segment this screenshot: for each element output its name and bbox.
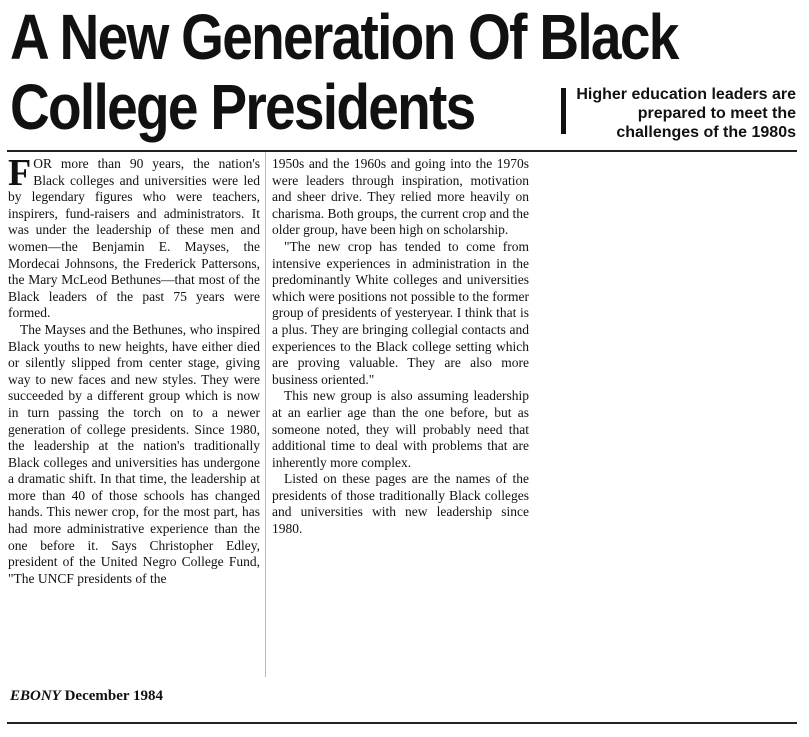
deck-subheading: Higher education leaders are prepared to meet the challenges of the 1980s <box>576 86 796 141</box>
headline-divider-bar <box>561 88 566 134</box>
column-divider <box>265 152 266 677</box>
article-paragraph: This new group is also assuming leadership at an earlier age than the one before, but as someone noted, they will probably need that additional time to deal with problems that are inherently more complex. <box>272 388 529 470</box>
drop-cap: F <box>8 152 32 194</box>
bottom-rule <box>7 722 797 724</box>
headline-line-1: A New Generation Of Black <box>10 1 678 73</box>
issue-date: December 1984 <box>64 688 164 704</box>
article-paragraph: The Mayses and the Bethunes, who inspired Black youths to new heights, have either died or silently slipped from center stage, giving way to new faces and new styles. They were succeeded by a different group which is now in turn passing the torch on to a newer generation of college presidents. Since 1980, the leadership at the nation's traditionally Black colleges and universities has undergone a dramatic shift. In that time, the leadership at more than 40 of those schools has changed hands. This newer crop, for the most part, has had more administrative experience than the one before it. Says Christopher Edley, president of the United Negro College Fund, "The UNCF presidents of the <box>8 321 260 586</box>
paragraph-text: OR more than 90 years, the nation's Black colleges and universities were led by legendary figures who were teachers, inspirers, fund-raisers and administrators. It was under the leadership of these men and women—the Benjamin E. Mayses, the Mordecai Johnsons, the Frederick Pattersons, the Mary McLeod Bethunes—that most of the Black leaders of the past 75 years were formed. <box>8 156 260 321</box>
article-paragraph: 1950s and the 1960s and going into the 1970s were leaders through inspiration, motivation and sheer drive. They relied more heavily on charisma. Both groups, the current crop and the older group, have been high on scholarship. <box>272 156 529 238</box>
article-paragraph <box>8 152 260 322</box>
article-paragraph: Listed on these pages are the names of the presidents of those traditionally Black colleges and universities with new leadership since 1980. <box>272 471 529 537</box>
headline-line-2: College Presidents <box>10 71 475 143</box>
article-column-1 <box>8 152 260 587</box>
magazine-name: EBONY <box>10 688 61 704</box>
top-rule <box>7 150 797 152</box>
source-citation <box>10 688 163 705</box>
article-paragraph: "The new crop has tended to come from intensive experiences in administration in the predominantly White colleges and universities which were positions not possible to the former group of presidents of yesteryear. I think that is a plus. They are bringing collegial contacts and experiences to the Black college setting which are proving valuable. They are also more business oriented." <box>272 238 529 387</box>
article-column-2 <box>272 156 529 538</box>
